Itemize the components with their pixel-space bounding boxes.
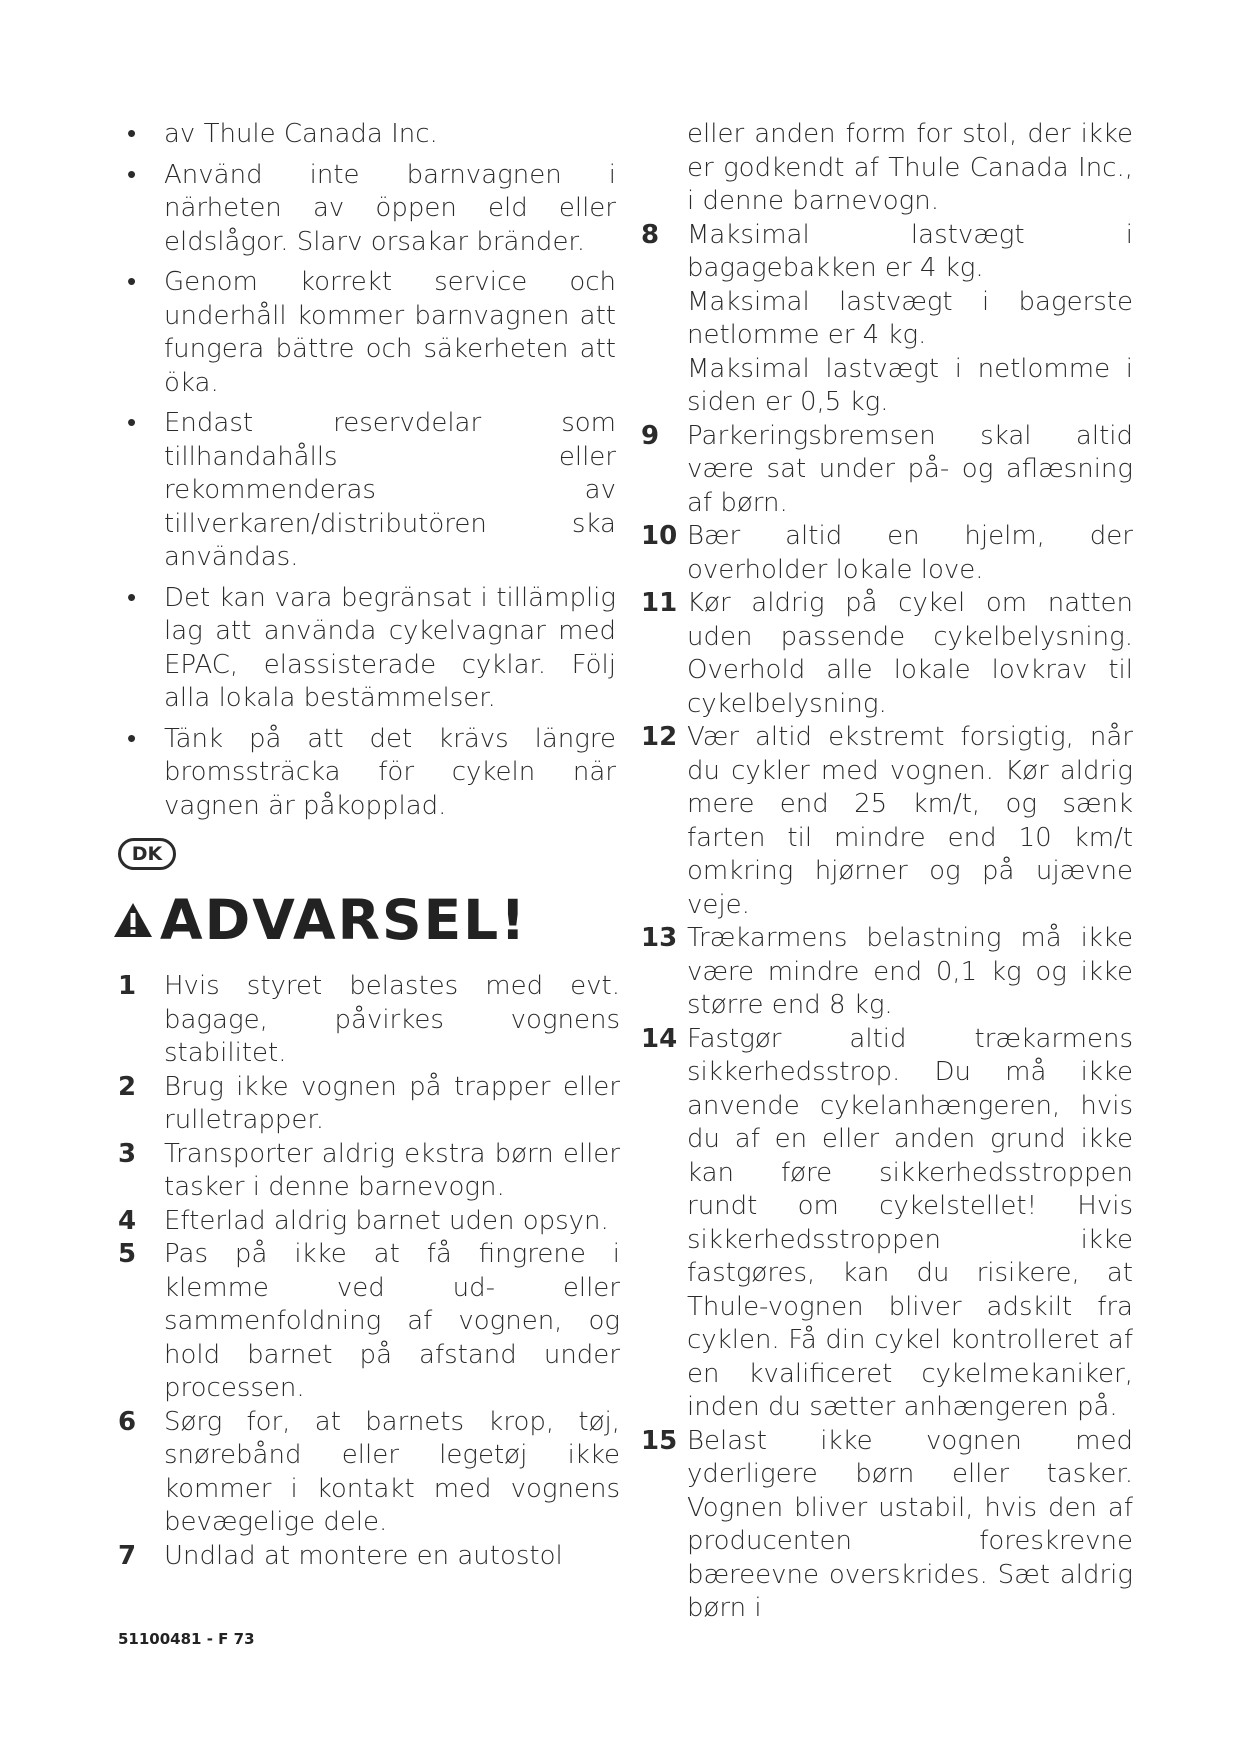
item-number: 5	[118, 1239, 137, 1269]
item-number: 15	[641, 1425, 678, 1456]
bullet-icon: •	[127, 723, 137, 754]
item-number: 3	[118, 1138, 137, 1169]
warning-heading	[112, 888, 527, 952]
bullet-icon: •	[127, 119, 137, 149]
item-text: Trækarmens belastning må ikke være mindre end 0,1 kg og ikke større end 8 kg.	[687, 923, 1133, 1020]
bullet-icon: •	[127, 267, 137, 297]
item-number: 2	[118, 1071, 137, 1102]
list-item: • Tänk på att det krävs längre bromssträcka för cykeln när vagnen är påkopplad.	[127, 723, 616, 821]
item-number: 4	[118, 1205, 137, 1236]
item-text: Kør aldrig på cykel om natten uden passende cykelbelysning. Overhold alle lokale lovkrav til cykelbelysning.	[687, 588, 1133, 719]
item-text: Parkeringsbremsen skal altid være sat under på- og aflæsning af børn.	[687, 420, 1133, 518]
left-column	[118, 118, 616, 830]
page-footer: 51100481 - F 73	[118, 1630, 255, 1648]
list-item	[641, 219, 1133, 420]
list-item	[118, 1406, 620, 1540]
right-column	[641, 118, 1133, 1626]
item-text: Maksimal lastvægt i netlomme i siden er 0,5 kg.	[687, 353, 1133, 417]
item-text: Fastgør altid trækarmens sikkerhedsstrop. Du må ikke anvende cykelanhængeren, hvis du af en eller anden grund ikke kan føre sikkerhedsstroppen rundt om cykelstellet! Hvis sikkerhedsstroppen ikke fastgøres, kan du risikere, at Thule-vognen bliver adskilt fra cyklen. Få din cykel kontrolleret af en kvalificeret cykelmekaniker, inden du sætter anhængeren på.	[687, 1023, 1133, 1422]
list-item	[118, 970, 620, 1071]
bullet-icon: •	[127, 159, 137, 190]
warning-title: ADVARSEL!	[160, 888, 528, 952]
list-item	[641, 721, 1133, 922]
list-item: • Det kan vara begränsat i tillämplig lag att använda cykelvagnar med EPAC, elassisterade cyklar. Följ alla lokala bestämmelser.	[127, 582, 616, 713]
item-number: 8	[641, 219, 660, 250]
list-item: • av Thule Canada Inc.	[118, 118, 616, 152]
item-text: Efterlad aldrig barnet uden opsyn.	[164, 1205, 609, 1236]
list-item	[641, 520, 1133, 587]
item-number: 7	[118, 1540, 137, 1571]
list-item	[118, 1540, 620, 1574]
list-item	[118, 1238, 620, 1406]
list-item	[641, 1023, 1133, 1425]
item-text: Brug ikke vognen på trapper eller rulletrapper.	[164, 1071, 620, 1135]
list-item	[641, 420, 1133, 521]
bullet-icon: •	[127, 582, 137, 613]
item-text: Belast ikke vognen med yderligere børn eller tasker. Vognen bliver ustabil, hvis den af producenten foreskrevne bæreevne overskrides. Sæt aldrig børn i	[687, 1425, 1133, 1623]
bullet-list	[118, 118, 616, 823]
list-item	[641, 922, 1133, 1023]
item-number: 11	[641, 588, 678, 618]
bullet-icon: •	[127, 408, 137, 438]
item-text: Sørg for, at barnets krop, tøj, snørebånd eller legetøj ikke kommer i kontakt med vognens bevægelige dele.	[164, 1406, 620, 1537]
item-text: Hvis styret belastes med evt. bagage, påvirkes vognens stabilitet.	[164, 971, 620, 1068]
list-item: • Använd inte barnvagnen i närheten av öppen eld eller eldslågor. Slarv orsakar bränder.	[127, 159, 616, 257]
list-item: • Endast reservdelar som tillhandahålls eller rekommenderas av tillverkaren/distributören ska användas.	[127, 408, 616, 572]
list-item	[641, 587, 1133, 721]
item-text: Transporter aldrig ekstra børn eller tasker i denne barnevogn.	[164, 1138, 620, 1202]
list-item	[118, 1205, 620, 1239]
item-number: 9	[641, 420, 660, 451]
warning-triangle-icon	[112, 901, 154, 939]
item-number: 12	[641, 722, 678, 752]
continuation-text: eller anden form for stol, der ikke er godkendt af Thule Canada Inc., i denne barnevogn.	[687, 119, 1133, 216]
item-text: Bær altid en hjelm, der overholder lokale love.	[687, 521, 1133, 585]
item-number: 6	[118, 1406, 137, 1437]
item-text: Pas på ikke at få fingrene i klemme ved ud- eller sammenfoldning af vognen, og hold barnet på afstand under processen.	[164, 1239, 620, 1403]
item-text: Undlad at montere en autostol	[164, 1540, 563, 1571]
item-text: Maksimal lastvægt i bagerste netlomme er 4 kg.	[687, 286, 1133, 350]
item-number: 13	[641, 923, 678, 953]
list-item	[118, 1138, 620, 1205]
item-number: 1	[118, 971, 137, 1001]
country-badge: DK	[118, 838, 176, 870]
list-item	[641, 1425, 1133, 1626]
item-number: 14	[641, 1023, 678, 1054]
list-item: • Genom korrekt service och underhåll kommer barnvagnen att fungera bättre och säkerheten att öka.	[127, 267, 616, 398]
item-text: Maksimal lastvægt i bagagebakken er 4 kg.	[687, 219, 1133, 283]
item-text: Vær altid ekstremt forsigtig, når du cykler med vognen. Kør aldrig mere end 25 km/t, og sænk farten til mindre end 10 km/t omkring hjørner og på ujævne veje.	[687, 722, 1133, 920]
list-item	[118, 1071, 620, 1138]
warning-list-left	[118, 970, 620, 1573]
item-number: 10	[641, 521, 678, 551]
